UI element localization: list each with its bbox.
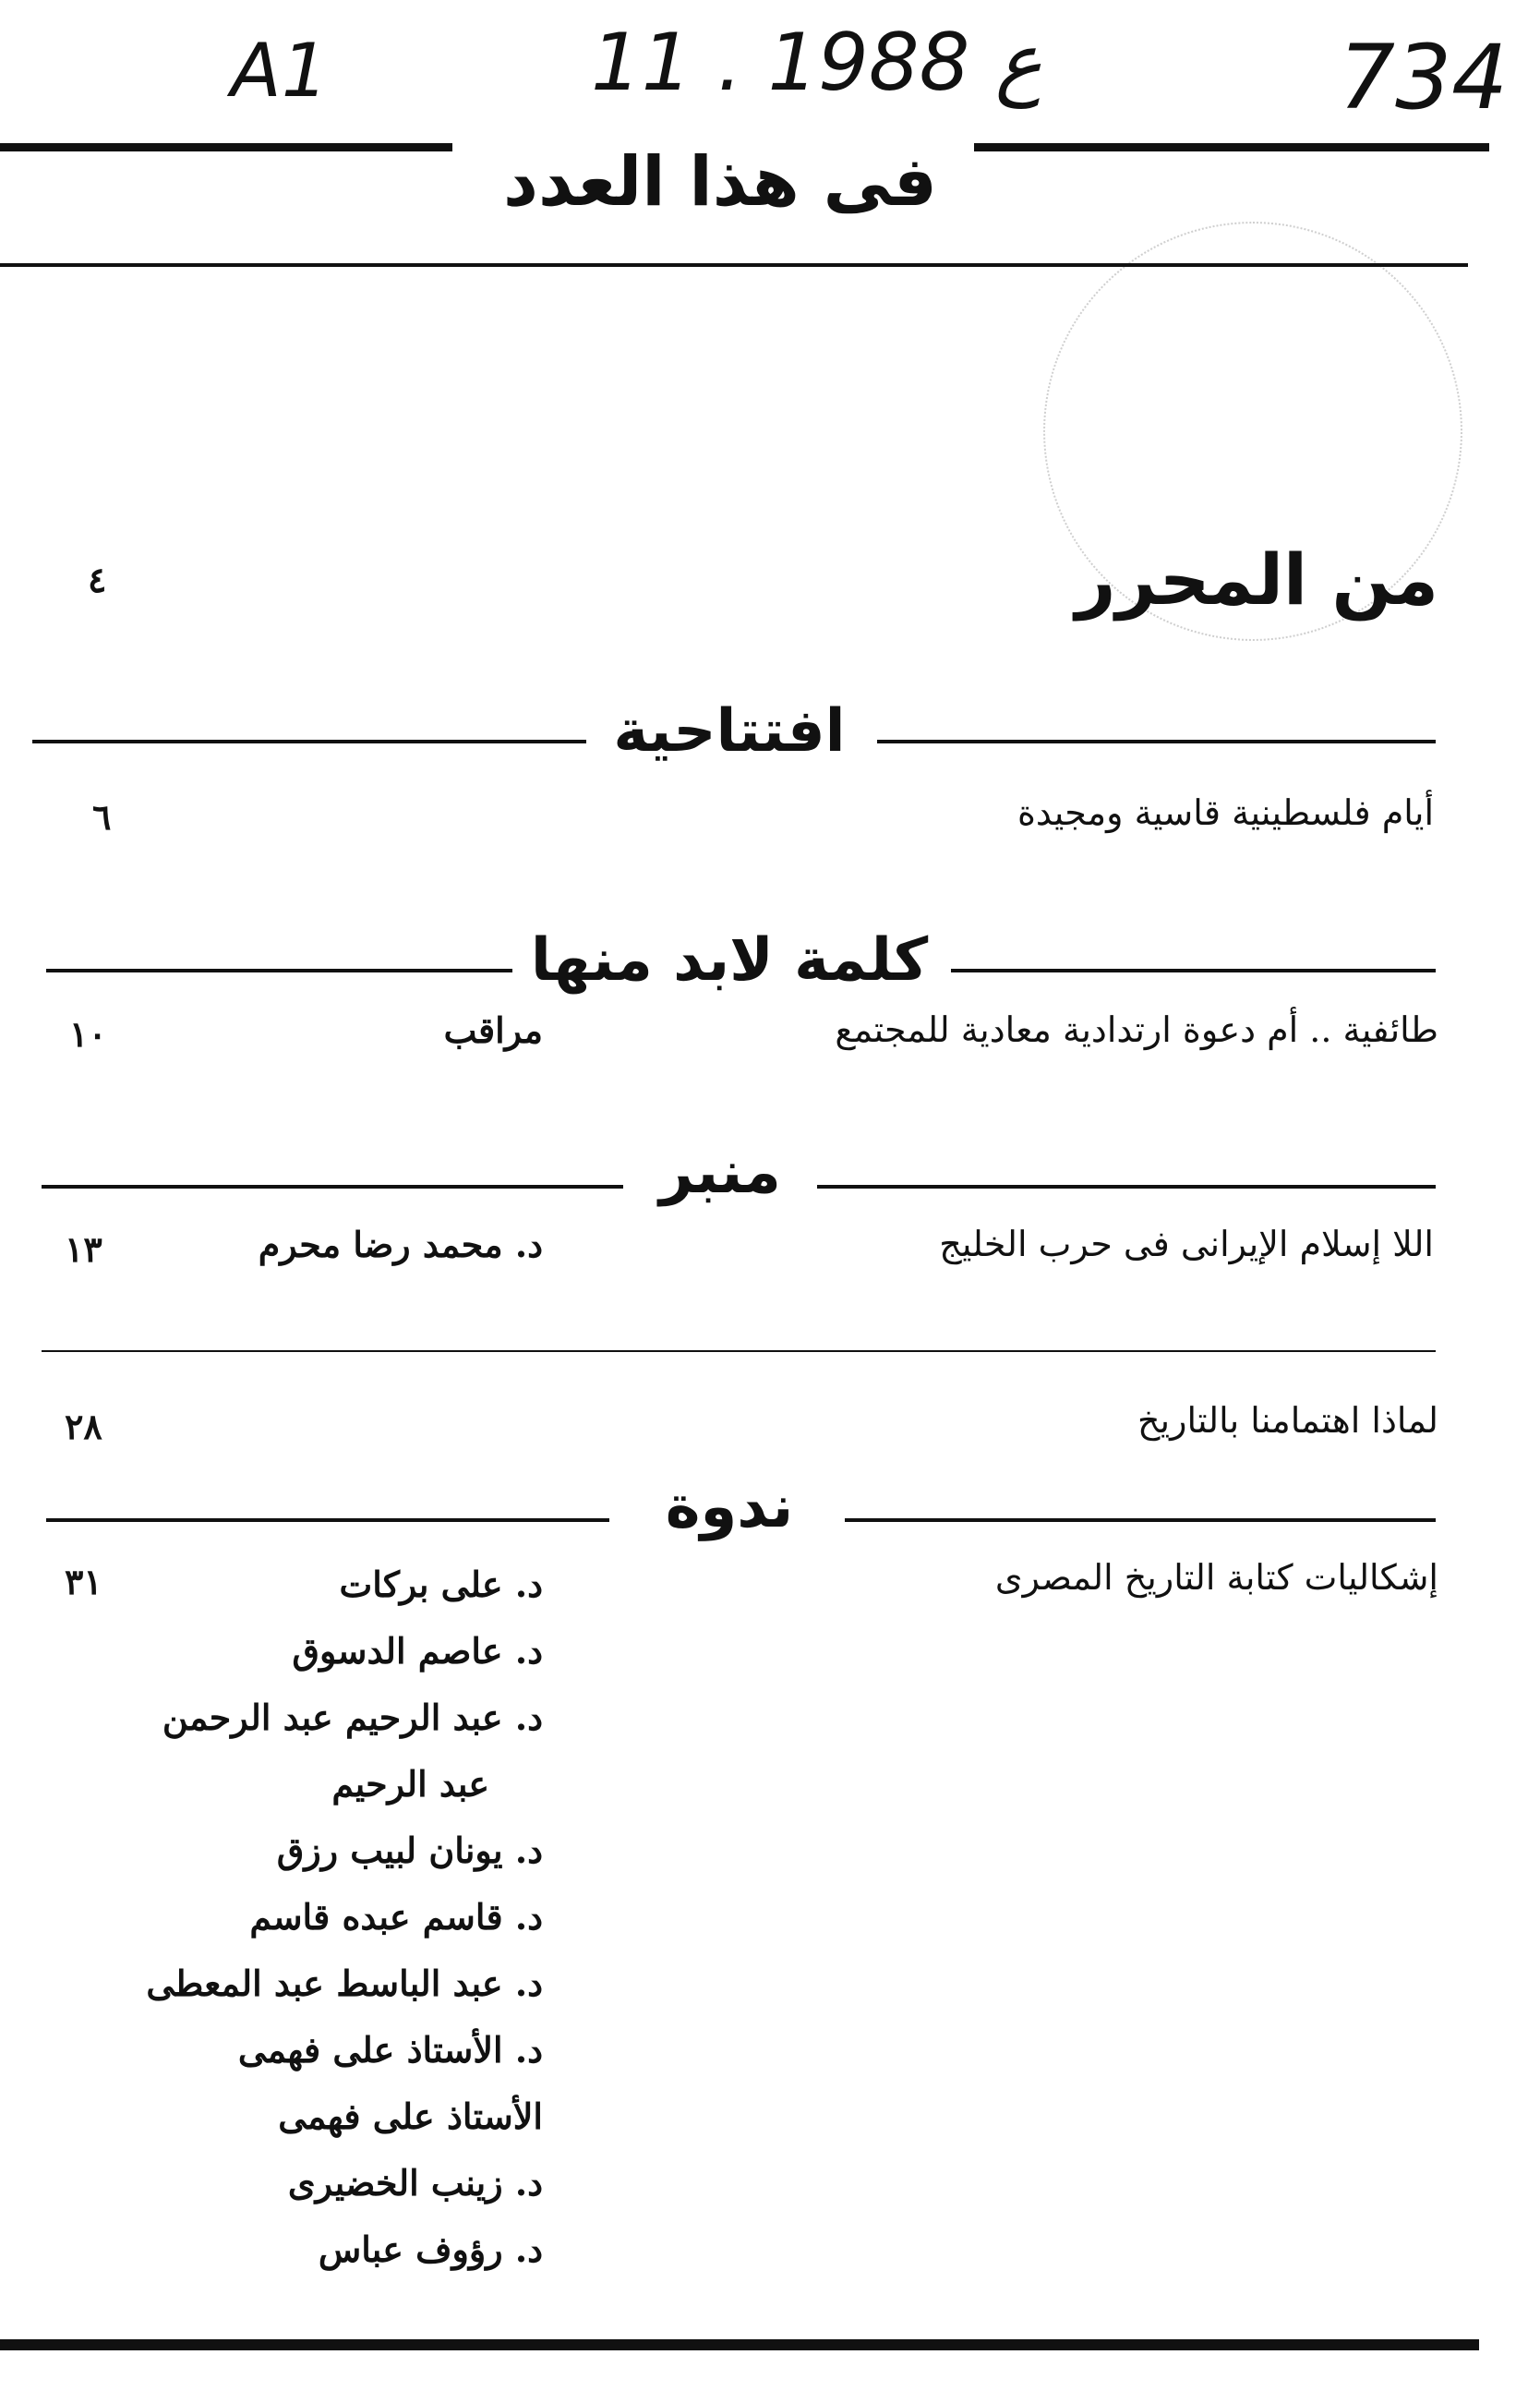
minbar-item-author: د. محمد رضا محرم <box>258 1224 543 1265</box>
seminar-author: د. عاصم الدسوق <box>292 1630 543 1672</box>
seminar-author: د. عبد الباسط عبد المعطى <box>146 1962 543 2004</box>
seminar-rule-left <box>46 1518 609 1522</box>
handwritten-date: 11 . ع 1988 <box>591 17 1042 109</box>
header-top-rule-right <box>974 143 1489 151</box>
opening-page-number: ٦ <box>92 796 112 838</box>
seminar-author: د. زينب الخضيرى <box>287 2162 543 2204</box>
seminar-page-number: ٣١ <box>65 1561 102 1602</box>
seminar-author: د. يونان لبيب رزق <box>276 1829 543 1871</box>
history-page-number: ٢٨ <box>65 1406 102 1447</box>
minbar-rule-left <box>42 1185 623 1189</box>
footer-rule <box>0 2339 1479 2350</box>
seminar-author: د. رؤوف عباس <box>318 2228 543 2270</box>
seminar-rule-right <box>845 1518 1436 1522</box>
must-say-item-author: مراقب <box>443 1009 543 1051</box>
minbar-section-title: منبر <box>659 1139 781 1207</box>
header-bottom-rule <box>0 263 1468 267</box>
history-item-title: لماذا اهتمامنا بالتاريخ <box>1137 1400 1438 1441</box>
seminar-author: د. على بركات <box>339 1564 543 1605</box>
minbar-page-number: ١٣ <box>65 1228 102 1270</box>
opening-rule-left <box>32 740 586 743</box>
editor-page-number: ٤ <box>88 559 107 600</box>
opening-section-title: افتتاحية <box>613 697 846 766</box>
must-say-page-number: ١٠ <box>69 1013 107 1055</box>
minbar-rule-right <box>817 1185 1436 1189</box>
handwritten-code: A1 <box>231 28 329 114</box>
seminar-author-continued: عبد الرحيم <box>331 1763 489 1805</box>
must-say-section-title: كلمة لابد منها <box>530 926 929 995</box>
seminar-author: د. قاسم عبده قاسم <box>249 1896 543 1938</box>
editor-section-title: من المحرر <box>1075 538 1438 621</box>
header-title: فى هذا العدد <box>503 142 937 222</box>
must-say-rule-right <box>951 969 1436 972</box>
seminar-author: الأستاذ على فهمى <box>278 2095 543 2137</box>
seminar-author: د. عبد الرحيم عبد الرحمن <box>162 1697 543 1738</box>
seminar-item-title: إشكاليات كتابة التاريخ المصرى <box>994 1557 1438 1598</box>
seminar-author: د. الأستاذ على فهمى <box>237 2029 543 2071</box>
opening-item-title: أيام فلسطينية قاسية ومجيدة <box>1017 792 1434 833</box>
seminar-section-title: ندوة <box>665 1473 794 1541</box>
header-top-rule-left <box>0 143 452 151</box>
seminar-authors-list <box>146 1552 543 2283</box>
must-say-rule-left <box>46 969 512 972</box>
handwritten-number: 734 <box>1339 26 1509 129</box>
opening-rule-right <box>877 740 1436 743</box>
history-rule <box>42 1350 1436 1352</box>
minbar-item-title: اللا إسلام الإيرانى فى حرب الخليج <box>939 1224 1434 1264</box>
must-say-item-title: طائفية .. أم دعوة ارتدادية معادية للمجتمع <box>835 1009 1438 1050</box>
